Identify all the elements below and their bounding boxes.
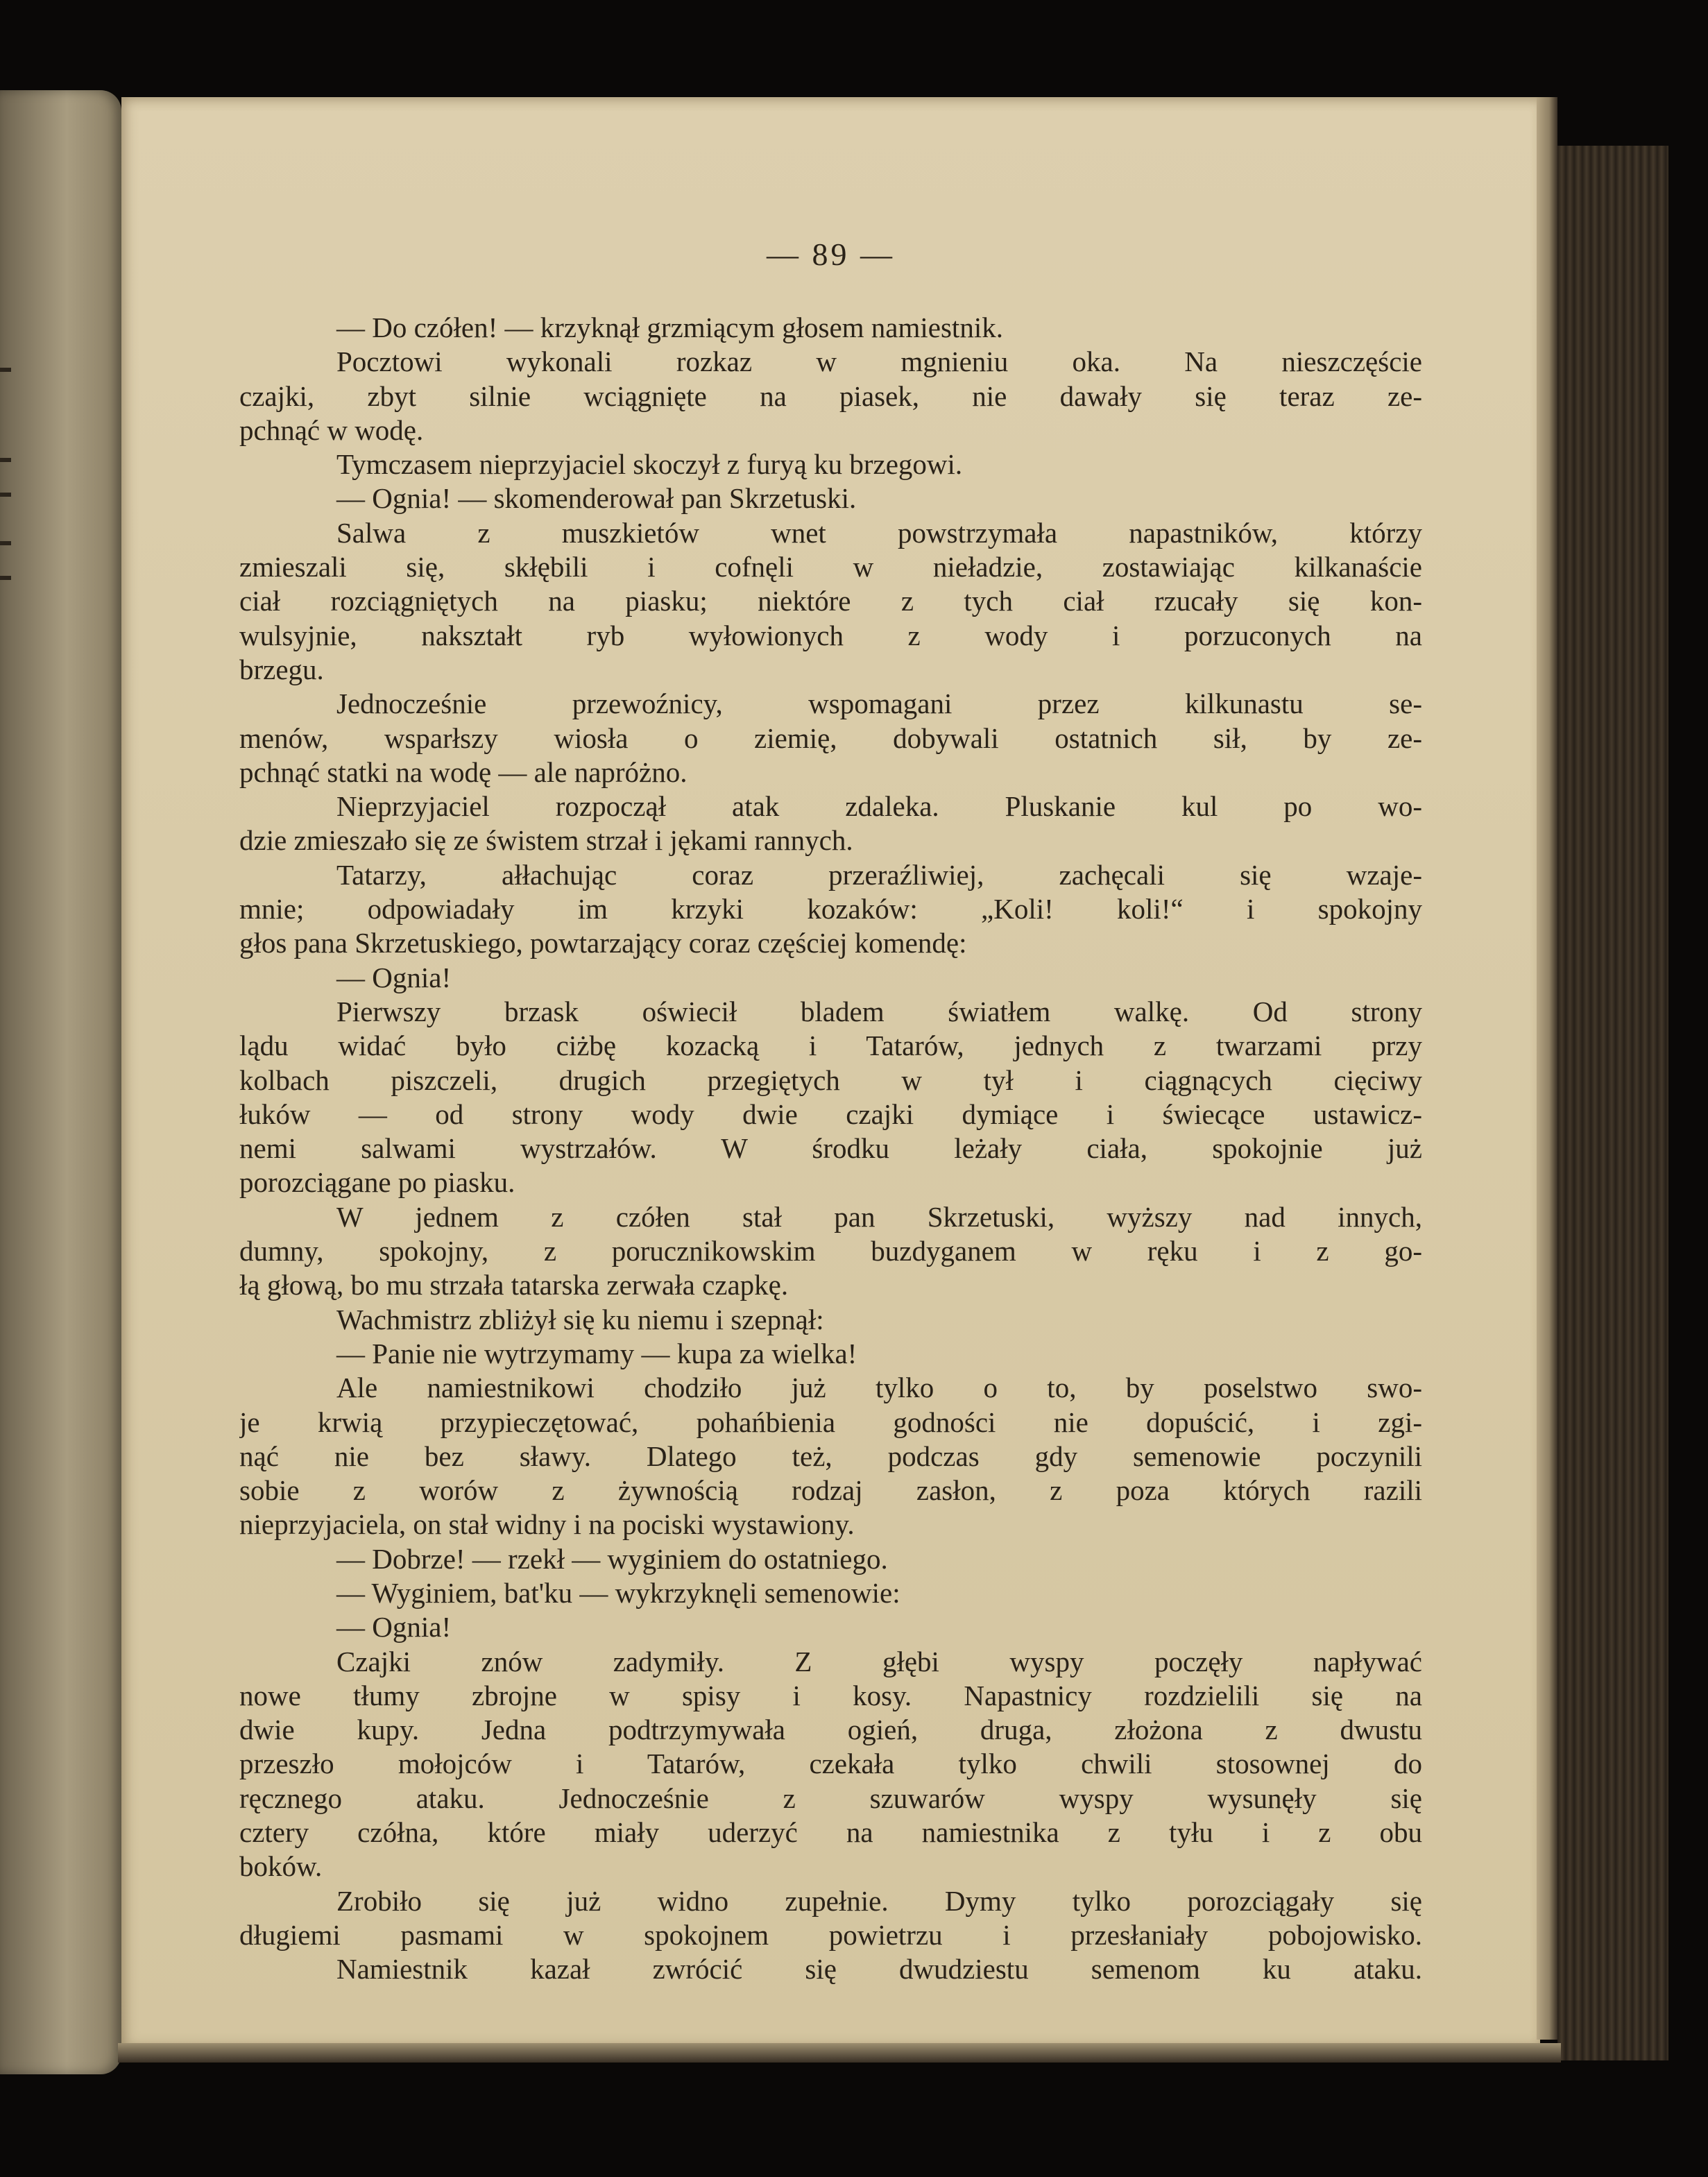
page-bottom-edge	[118, 2043, 1561, 2063]
text-line: porozciągane po piasku.	[239, 1166, 515, 1199]
page-right-edge	[1537, 97, 1557, 2040]
text-line: Tatarzy, ałłachując coraz przeraźliwiej, zachęcali się wzaje-	[336, 858, 1422, 891]
text-line: nąć nie bez sławy. Dlatego też, podczas gdy semenowie poczynili	[239, 1440, 1422, 1472]
text-line: długiemi pasmami w spokojnem powietrzu i przesłaniały pobojowisko.	[239, 1918, 1422, 1951]
previous-page-fragment	[0, 458, 11, 462]
text-line: Jednocześnie przewoźnicy, wspomagani przez kilkunastu se-	[336, 688, 1422, 720]
text-line: ciał rozciągniętych na piasku; niektóre z tych ciał rzucały się kon-	[239, 585, 1422, 617]
text-line: W jednem z czółen stał pan Skrzetuski, wyższy nad innych,	[336, 1200, 1422, 1233]
text-line: Tymczasem nieprzyjaciel skoczył z furyą ku brzegowi.	[336, 448, 963, 481]
previous-page-edge	[0, 90, 121, 2074]
text-line: dzie zmieszało się ze świstem strzał i jękami rannych.	[239, 824, 853, 857]
text-line: łuków — od strony wody dwie czajki dymiące i świecące ustawicz-	[239, 1098, 1422, 1130]
page-number: — 89 —	[767, 237, 895, 272]
text-line: Wachmistrz zbliżył się ku niemu i szepnął:	[336, 1303, 824, 1335]
text-line: kolbach piszczeli, drugich przegiętych w tył i ciągnących cięciwy	[239, 1064, 1422, 1096]
previous-page-fragment	[0, 576, 11, 580]
text-line: Salwa z muszkietów wnet powstrzymała napastników, którzy	[336, 516, 1422, 549]
text-line: Namiestnik kazał zwrócić się dwudziestu semenom ku ataku.	[336, 1953, 1422, 1986]
text-line: — Ognia!	[336, 961, 452, 993]
text-line: Pocztowi wykonali rozkaz w mgnieniu oka. Na nieszczęście	[336, 345, 1422, 378]
text-line: przeszło mołojców i Tatarów, czekała tylko chwili stosownej do	[239, 1748, 1422, 1780]
text-line: ręcznego ataku. Jednocześnie z szuwarów wyspy wysunęły się	[239, 1782, 1422, 1814]
text-line: łą głową, bo mu strzała tatarska zerwała czapkę.	[239, 1269, 789, 1301]
text-line: nieprzyjaciela, on stał widny i na pociski wystawiony.	[239, 1508, 855, 1541]
text-line: sobie z worów z żywnością rodzaj zasłon, z poza których razili	[239, 1474, 1422, 1507]
text-line: — Panie nie wytrzymamy — kupa za wielka!	[336, 1337, 857, 1369]
text-line: nemi salwami wystrzałów. W środku leżały ciała, spokojnie już	[239, 1132, 1422, 1165]
text-line: Czajki znów zadymiły. Z głębi wyspy poczęły napływać	[336, 1645, 1422, 1677]
text-line: Pierwszy brzask oświecił bladem światłem walkę. Od strony	[336, 995, 1422, 1027]
text-line: głos pana Skrzetuskiego, powtarzający coraz częściej komendę:	[239, 927, 967, 959]
text-line: — Wyginiem, bat'ku — wykrzyknęli semenowie:	[336, 1576, 900, 1609]
text-line: — Ognia!	[336, 1611, 452, 1644]
text-line: — Dobrze! — rzekł — wyginiem do ostatniego.	[336, 1542, 888, 1575]
text-line: pchnąć w wodę.	[239, 413, 424, 446]
text-line: dwie kupy. Jedna podtrzymywała ogień, druga, złożona z dwustu	[239, 1714, 1422, 1746]
text-line: lądu widać było ciżbę kozacką i Tatarów, jednych z twarzami przy	[239, 1030, 1422, 1062]
previous-page-fragment	[0, 368, 11, 372]
text-line: mnie; odpowiadały im krzyki kozaków: „Koli! koli!“ i spokojny	[239, 893, 1422, 925]
text-line: zmieszali się, skłębili i cofnęli w nieładzie, zostawiając kilkanaście	[239, 551, 1422, 583]
text-line: Nieprzyjaciel rozpoczął atak zdaleka. Pluskanie kul po wo-	[336, 790, 1422, 823]
previous-page-fragment	[0, 493, 11, 497]
text-line: wulsyjnie, nakształt ryb wyłowionych z wody i porzuconych na	[239, 619, 1422, 651]
text-line: nowe tłumy zbrojne w spisy i kosy. Napastnicy rozdzielili się na	[239, 1679, 1422, 1711]
text-line: — Do czółen! — krzyknął grzmiącym głosem namiestnik.	[336, 311, 1003, 343]
text-line: je krwią przypieczętować, pohańbienia godności nie dopuścić, i zgi-	[239, 1406, 1422, 1438]
text-line: dumny, spokojny, z porucznikowskim buzdyganem w ręku i z go-	[239, 1235, 1422, 1267]
text-line: menów, wsparłszy wiosła o ziemię, dobywali ostatnich sił, by ze-	[239, 722, 1422, 754]
previous-page-fragment	[0, 541, 11, 545]
text-line: pchnąć statki na wodę — ale napróżno.	[239, 755, 688, 788]
text-line: Ale namiestnikowi chodziło już tylko o to, by poselstwo swo-	[336, 1372, 1422, 1404]
book-page-stack	[1557, 146, 1668, 2060]
text-line: boków.	[239, 1850, 323, 1883]
text-line: cztery czółna, które miały uderzyć na namiestnika z tyłu i z obu	[239, 1816, 1422, 1849]
page-text	[239, 311, 1422, 1987]
text-line: czajki, zbyt silnie wciągnięte na piasek, nie dawały się teraz ze-	[239, 379, 1422, 412]
text-line: Zrobiło się już widno zupełnie. Dymy tylko porozciągały się	[336, 1884, 1422, 1917]
text-line: — Ognia! — skomenderował pan Skrzetuski.	[336, 482, 857, 515]
text-line: brzegu.	[239, 653, 324, 685]
